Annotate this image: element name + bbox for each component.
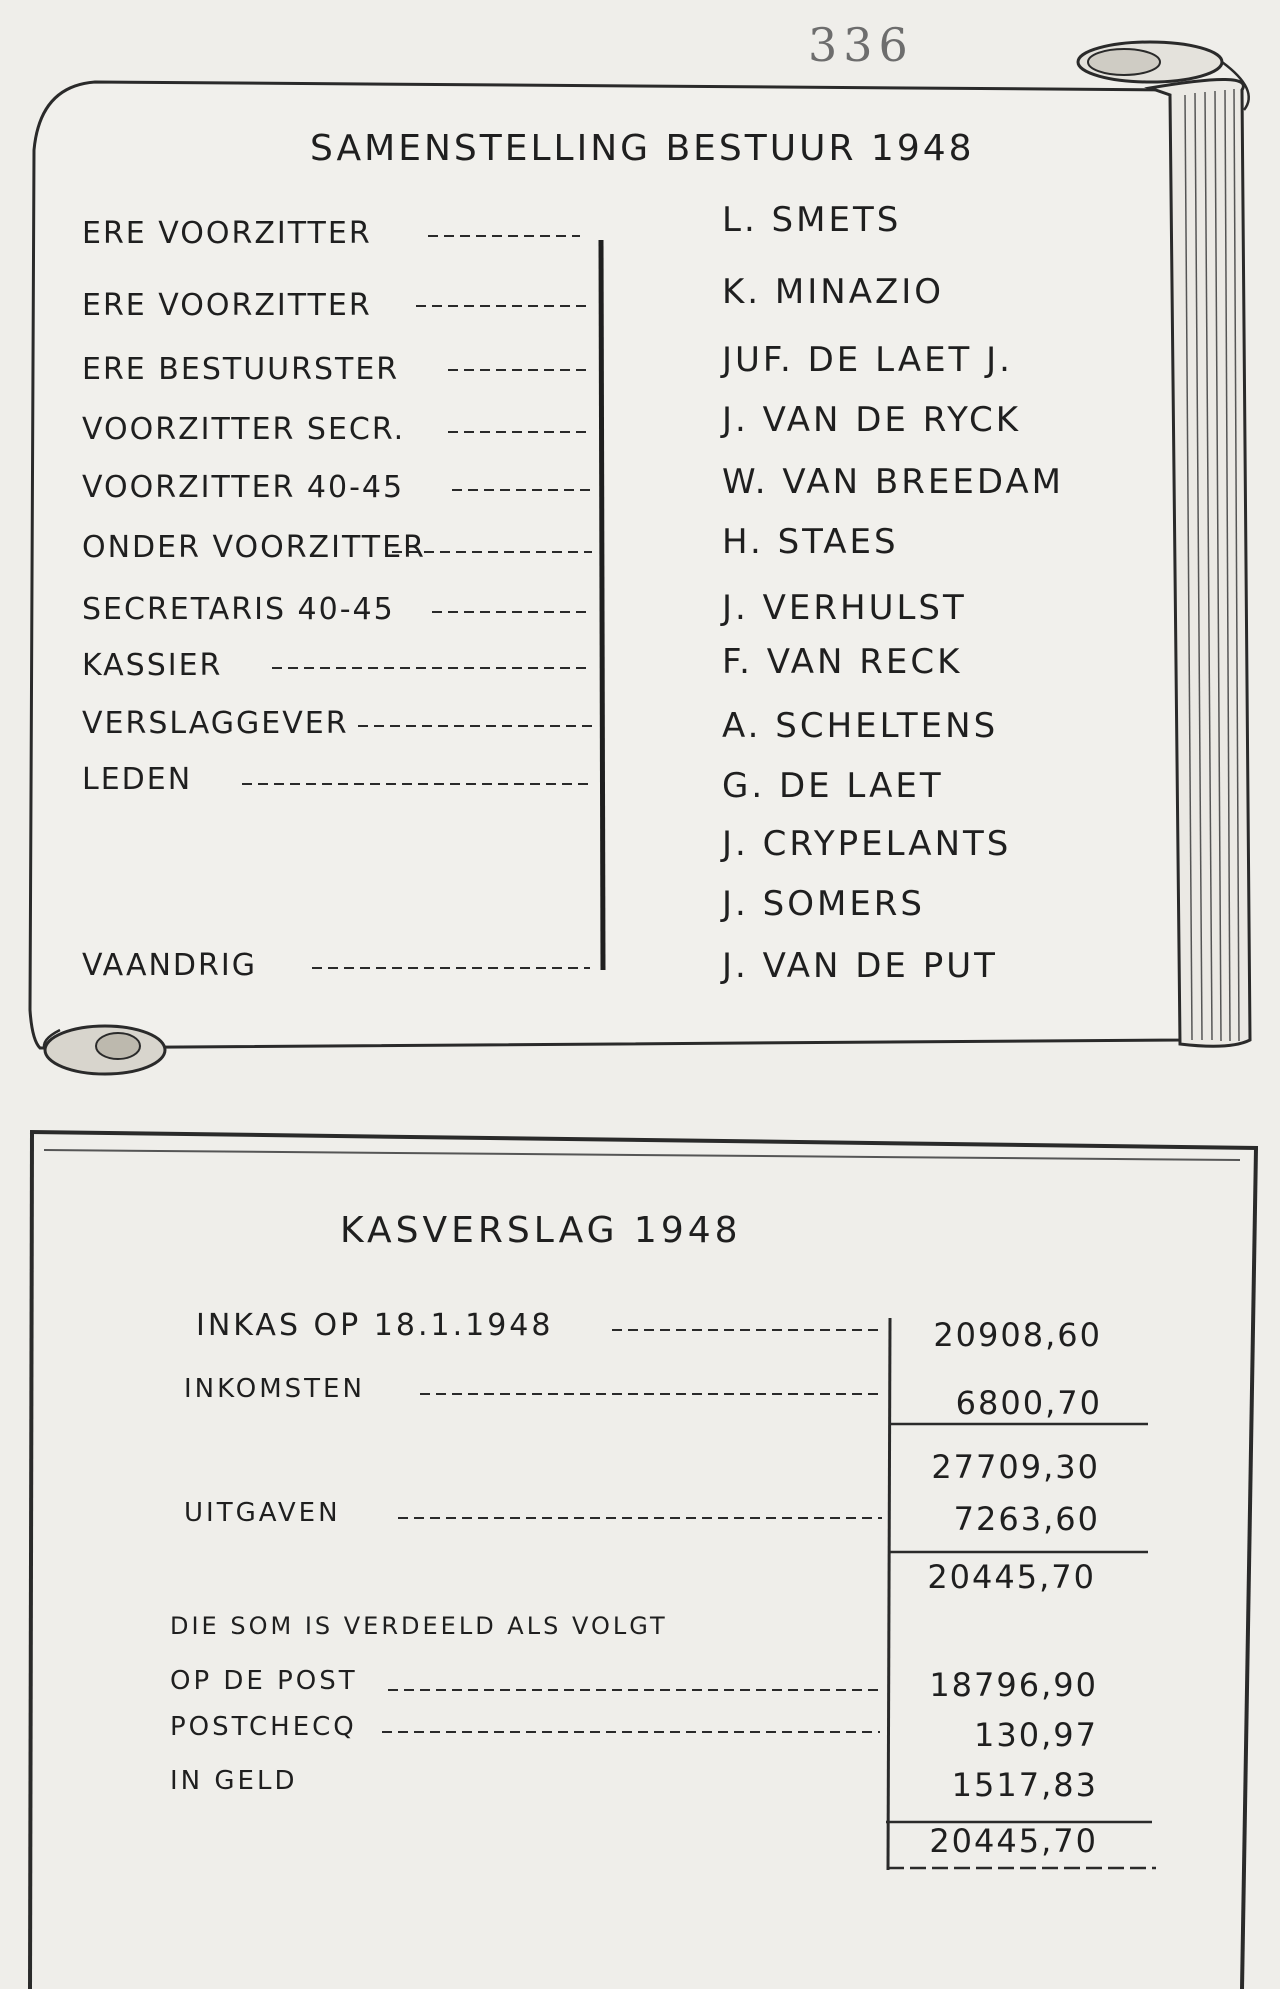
uitgaven-amount: 7263,60 <box>953 1500 1100 1538</box>
member-name: A. SCHELTENS <box>722 706 999 746</box>
role-label: ONDER VOORZITTER <box>82 530 426 565</box>
balance-amount: 20445,70 <box>927 1558 1096 1596</box>
inkas-amount: 20908,60 <box>933 1316 1102 1354</box>
subtotal-amount: 27709,30 <box>931 1448 1100 1486</box>
verdeeld-label: DIE SOM IS VERDEELD ALS VOLGT <box>170 1612 668 1640</box>
inkomsten-amount: 6800,70 <box>955 1384 1102 1422</box>
role-label: VERSLAGGEVER <box>82 706 349 741</box>
ingeld-amount: 1517,83 <box>951 1766 1098 1804</box>
member-name: J. VAN DE PUT <box>722 946 998 986</box>
post-amount: 18796,90 <box>929 1666 1098 1704</box>
member-name: J. VAN DE RYCK <box>722 400 1022 440</box>
member-name: J. CRYPELANTS <box>722 824 1012 864</box>
scroll-title: SAMENSTELLING BESTUUR 1948 <box>310 128 975 169</box>
page-number: 336 <box>808 18 914 72</box>
role-label: SECRETARIS 40-45 <box>82 592 395 627</box>
role-label: VAANDRIG <box>82 948 257 983</box>
kasverslag-title: KASVERSLAG 1948 <box>340 1210 742 1251</box>
role-label: ERE VOORZITTER <box>82 216 372 251</box>
inkomsten-label: INKOMSTEN <box>184 1374 365 1404</box>
member-name: JUF. DE LAET J. <box>722 340 1013 380</box>
role-label: ERE BESTUURSTER <box>82 352 400 387</box>
member-name: J. SOMERS <box>722 884 926 924</box>
member-name: J. VERHULST <box>722 588 967 628</box>
uitgaven-label: UITGAVEN <box>184 1498 341 1528</box>
role-label: ERE VOORZITTER <box>82 288 372 323</box>
member-name: L. SMETS <box>722 200 902 240</box>
total-amount: 20445,70 <box>929 1822 1098 1860</box>
member-name: G. DE LAET <box>722 766 944 806</box>
role-label: KASSIER <box>82 648 223 683</box>
ingeld-label: IN GELD <box>170 1766 298 1796</box>
role-label: VOORZITTER SECR. <box>82 412 406 447</box>
member-name: K. MINAZIO <box>722 272 945 312</box>
member-name: F. VAN RECK <box>722 642 963 682</box>
inkas-label: INKAS OP 18.1.1948 <box>196 1308 554 1343</box>
member-name: W. VAN BREEDAM <box>722 462 1065 502</box>
role-label: LEDEN <box>82 762 193 797</box>
post-label: OP DE POST <box>170 1666 358 1696</box>
role-label: VOORZITTER 40-45 <box>82 470 405 505</box>
postchecq-amount: 130,97 <box>974 1716 1098 1754</box>
member-name: H. STAES <box>722 522 899 562</box>
postchecq-label: POSTCHECQ <box>170 1712 357 1742</box>
